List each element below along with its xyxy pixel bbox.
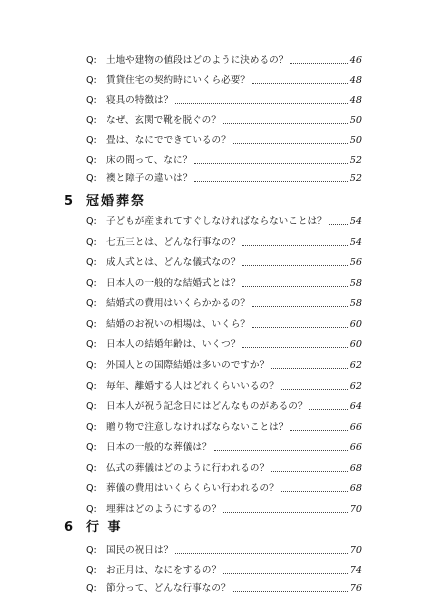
entry-text: なぜ、玄関で靴を脱ぐの？: [106, 115, 221, 126]
leader-dots: [271, 471, 348, 472]
question-prefix: Q:: [86, 422, 97, 433]
toc-entry: [86, 378, 362, 392]
toc-entry: [86, 501, 362, 515]
entry-page-number: 48: [349, 95, 362, 106]
entry-text: 結婚のお祝いの相場は、いくら？: [106, 319, 250, 330]
leader-dots: [252, 83, 348, 84]
leader-dots: [242, 286, 347, 287]
leader-dots: [194, 163, 348, 164]
question-prefix: Q:: [86, 135, 97, 146]
leader-dots: [223, 573, 348, 574]
leader-dots: [214, 450, 348, 451]
question-prefix: Q:: [86, 257, 97, 268]
entry-text: お正月は、なにをするの？: [106, 565, 222, 576]
entry-text: 毎年、離婚する人はどれくらいいるの？: [106, 381, 279, 392]
entry-page-number: 58: [349, 278, 362, 289]
entry-text: 襖と障子の違いは？: [106, 173, 193, 184]
entry-text: 床の間って、なに？: [106, 155, 193, 166]
leader-dots: [223, 512, 348, 513]
leader-dots: [329, 224, 348, 225]
question-prefix: Q:: [86, 298, 97, 309]
toc-entry: [86, 439, 362, 453]
entry-page-number: 74: [349, 565, 362, 576]
toc-entry: [86, 132, 362, 146]
entry-page-number: 52: [349, 155, 362, 166]
toc-entry: [86, 234, 362, 248]
question-prefix: Q:: [86, 155, 97, 166]
question-prefix: Q:: [86, 319, 97, 330]
entry-text: 畳は、なにでできているの？: [106, 135, 231, 146]
toc-entry: [86, 92, 362, 106]
leader-dots: [281, 491, 348, 492]
toc-entry: [86, 295, 362, 309]
entry-text: 日本人が祝う記念日にはどんなものがあるの？: [106, 401, 308, 412]
entry-page-number: 46: [349, 55, 362, 66]
question-prefix: Q:: [86, 483, 97, 494]
leader-dots: [252, 306, 348, 307]
entry-text: 外国人との国際結婚は多いのですか？: [106, 360, 270, 371]
question-prefix: Q:: [86, 545, 97, 556]
toc-entry: [86, 72, 362, 86]
entry-text: 寝具の特徴は？: [106, 95, 174, 106]
question-prefix: Q:: [86, 95, 97, 106]
leader-dots: [309, 409, 347, 410]
entry-text: 葬儀の費用はいくらくらい行われるの？: [106, 483, 279, 494]
toc-entry: [86, 542, 362, 556]
toc-entry: [86, 398, 362, 412]
entry-text: 節分って、どんな行事なの？: [106, 583, 231, 594]
leader-dots: [175, 553, 348, 554]
leader-dots: [290, 430, 348, 431]
toc-entry: [86, 170, 362, 184]
toc-entry: [86, 316, 362, 330]
entry-page-number: 60: [349, 319, 362, 330]
question-prefix: Q:: [86, 55, 97, 66]
question-prefix: Q:: [86, 565, 97, 576]
leader-dots: [223, 123, 348, 124]
entry-page-number: 68: [349, 483, 362, 494]
question-prefix: Q:: [86, 216, 97, 227]
section-heading: [64, 516, 123, 535]
question-prefix: Q:: [86, 75, 97, 86]
toc-entry: [86, 254, 362, 268]
leader-dots: [242, 245, 347, 246]
entry-page-number: 48: [349, 75, 362, 86]
toc-entry: [86, 275, 362, 289]
question-prefix: Q:: [86, 173, 97, 184]
entry-page-number: 62: [349, 381, 362, 392]
leader-dots: [242, 265, 347, 266]
entry-text: 埋葬はどのようにするの？: [106, 504, 222, 515]
question-prefix: Q:: [86, 278, 97, 289]
entry-page-number: 66: [349, 442, 362, 453]
question-prefix: Q:: [86, 237, 97, 248]
entry-text: 土地や建物の値段はどのように決めるの？: [106, 55, 289, 66]
toc-entry: [86, 419, 362, 433]
section-title: 行 事: [86, 520, 123, 535]
entry-page-number: 58: [349, 298, 362, 309]
entry-page-number: 68: [349, 463, 362, 474]
toc-entry: [86, 152, 362, 166]
toc-entry: [86, 357, 362, 371]
toc-entry: [86, 112, 362, 126]
entry-text: 賃貸住宅の契約時にいくら必要？: [106, 75, 250, 86]
toc-entry: [86, 480, 362, 494]
toc-entry: [86, 52, 362, 66]
entry-text: 日本人の一般的な結婚式とは？: [106, 278, 241, 289]
toc-entry: [86, 336, 362, 350]
entry-text: 結婚式の費用はいくらかかるの？: [106, 298, 250, 309]
leader-dots: [271, 368, 348, 369]
leader-dots: [233, 591, 348, 592]
leader-dots: [281, 389, 348, 390]
entry-text: 日本人の結婚年齢は、いくつ？: [106, 339, 241, 350]
entry-page-number: 56: [349, 257, 362, 268]
toc-entry: [86, 460, 362, 474]
entry-page-number: 52: [349, 173, 362, 184]
question-prefix: Q:: [86, 381, 97, 392]
entry-text: 仏式の葬儀はどのように行われるの？: [106, 463, 270, 474]
entry-text: 日本の一般的な葬儀は？: [106, 442, 212, 453]
entry-page-number: 60: [349, 339, 362, 350]
entry-text: 成人式とは、どんな儀式なの？: [106, 257, 241, 268]
question-prefix: Q:: [86, 504, 97, 515]
entry-page-number: 70: [349, 545, 362, 556]
toc-entry: [86, 213, 362, 227]
entry-text: 贈り物で注意しなければならないことは？: [106, 422, 289, 433]
entry-page-number: 76: [349, 583, 362, 594]
entry-page-number: 54: [349, 237, 362, 248]
section-heading: [64, 190, 146, 209]
entry-page-number: 50: [349, 115, 362, 126]
entry-page-number: 54: [349, 216, 362, 227]
question-prefix: Q:: [86, 360, 97, 371]
question-prefix: Q:: [86, 463, 97, 474]
leader-dots: [233, 143, 348, 144]
toc-entry: [86, 562, 362, 576]
leader-dots: [175, 103, 348, 104]
entry-text: 国民の祝日は？: [106, 545, 174, 556]
entry-page-number: 62: [349, 360, 362, 371]
section-number: 6: [64, 520, 74, 535]
section-title: 冠婚葬祭: [86, 194, 147, 209]
entry-page-number: 66: [349, 422, 362, 433]
entry-text: 七五三とは、どんな行事なの？: [106, 237, 241, 248]
question-prefix: Q:: [86, 339, 97, 350]
question-prefix: Q:: [86, 442, 97, 453]
question-prefix: Q:: [86, 401, 97, 412]
entry-page-number: 50: [349, 135, 362, 146]
entry-page-number: 64: [349, 401, 362, 412]
leader-dots: [252, 327, 348, 328]
question-prefix: Q:: [86, 115, 97, 126]
leader-dots: [194, 181, 347, 182]
leader-dots: [290, 63, 348, 64]
question-prefix: Q:: [86, 583, 97, 594]
entry-page-number: 70: [349, 504, 362, 515]
leader-dots: [242, 347, 347, 348]
section-number: 5: [64, 194, 74, 209]
toc-entry: [86, 580, 362, 594]
entry-text: 子どもが産まれてすぐしなければならないことは？: [106, 216, 327, 227]
